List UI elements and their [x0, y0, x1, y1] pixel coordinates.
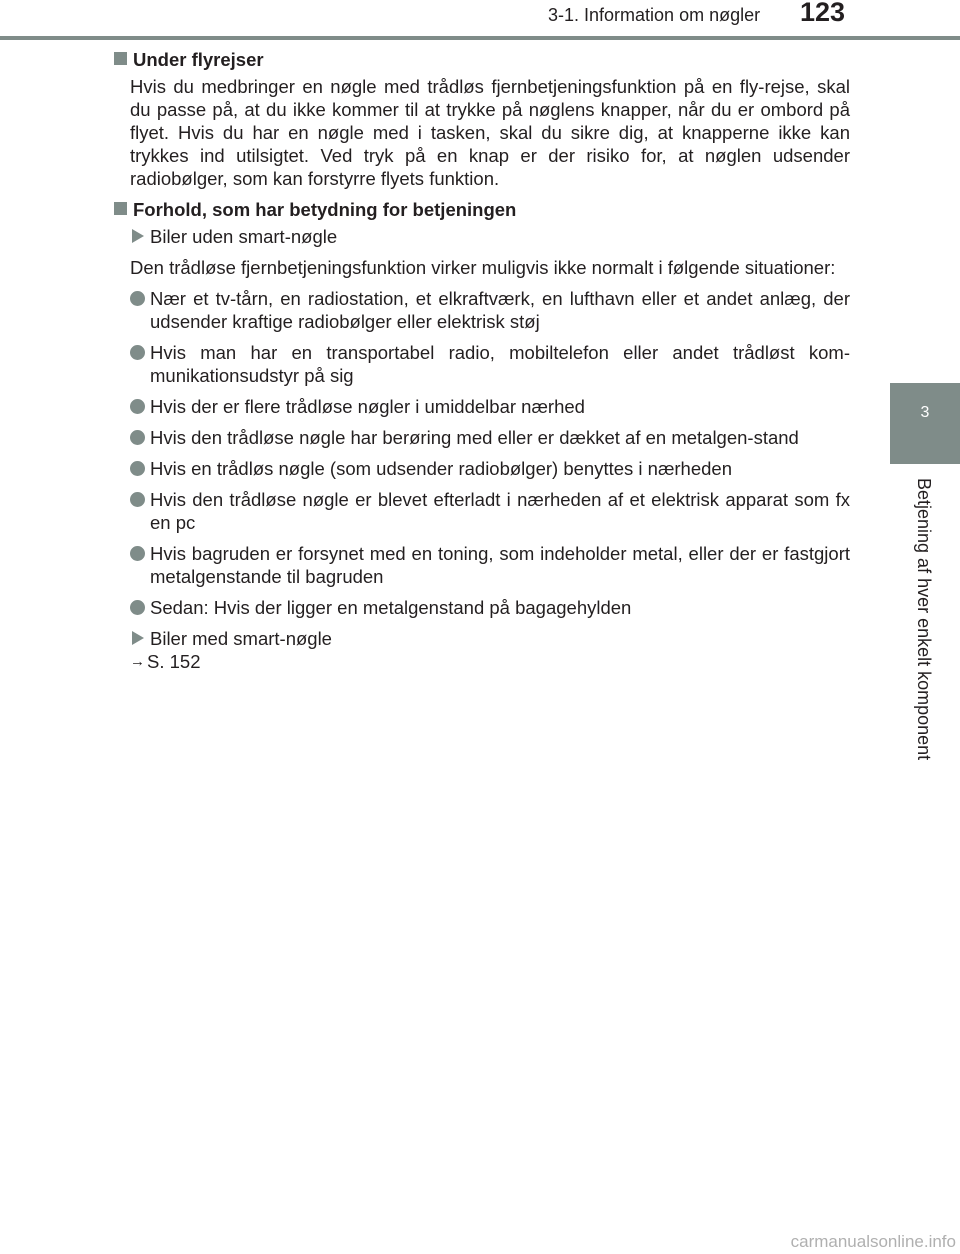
round-bullet-icon	[130, 492, 145, 507]
running-header-title: 3-1. Information om nøgler	[548, 5, 761, 25]
list-item-text: Hvis man har en transportabel radio, mobiltelefon eller andet trådløst kom-munikationsudstyr på sig	[150, 342, 850, 386]
header-rule	[0, 36, 960, 40]
chapter-label: Betjening af hver enkelt komponent	[914, 478, 934, 761]
page-content	[112, 48, 850, 681]
section-heading-text: Forhold, som har betydning for betjeningen	[133, 199, 517, 220]
list-item	[130, 596, 850, 619]
round-bullet-icon	[130, 546, 145, 561]
square-bullet-icon	[114, 52, 127, 65]
round-bullet-icon	[130, 399, 145, 414]
list-item-text: Nær et tv-tårn, en radiostation, et elkraftværk, en lufthavn eller et andet anlæg, der udsender kraftige radiobølger eller elektrisk støj	[150, 288, 850, 332]
arrow-right-icon: →	[130, 653, 145, 670]
list-item-text: Hvis den trådløse nøgle har berøring med eller er dækket af en metalgen-stand	[150, 427, 799, 448]
subheading	[130, 225, 850, 248]
chapter-tab	[890, 383, 960, 464]
subheading-text: Biler uden smart-nøgle	[150, 226, 338, 247]
subheading	[130, 627, 850, 650]
intro-paragraph: Den trådløse fjernbetjeningsfunktion virker muligvis ikke normalt i følgende situationer:	[130, 257, 836, 278]
section-heading-text: Under flyrejser	[133, 49, 264, 70]
list-item-text: Hvis en trådløs nøgle (som udsender radiobølger) benyttes i nærheden	[150, 458, 733, 479]
round-bullet-icon	[130, 461, 145, 476]
list-item	[130, 457, 850, 480]
round-bullet-icon	[130, 430, 145, 445]
triangle-marker-icon	[132, 631, 144, 645]
square-bullet-icon	[114, 202, 127, 215]
round-bullet-icon	[130, 600, 145, 615]
list-item	[130, 395, 850, 418]
list-item	[130, 341, 850, 387]
list-item-text: Hvis der er flere trådløse nøgler i umiddelbar nærhed	[150, 396, 585, 417]
list-item-text: Hvis den trådløse nøgle er blevet efterladt i nærheden af et elektrisk apparat som fx en pc	[150, 489, 850, 533]
chapter-number: 3	[920, 404, 930, 421]
page-reference-text[interactable]: S. 152	[147, 651, 201, 672]
list-item	[130, 426, 850, 449]
round-bullet-icon	[130, 345, 145, 360]
subheading-text: Biler med smart-nøgle	[150, 628, 332, 649]
list-item	[130, 287, 850, 333]
list-item	[130, 542, 850, 588]
round-bullet-icon	[130, 291, 145, 306]
list-item-text: Sedan: Hvis der ligger en metalgenstand på bagagehylden	[150, 597, 632, 618]
watermark: carmanualsonline.info	[790, 1232, 956, 1251]
section-paragraph: Hvis du medbringer en nøgle med trådløs fjernbetjeningsfunktion på en fly-rejse, skal du passe på, at du ikke kommer til at trykke på nøglens knapper, når du er ombord på flyet. Hvis du har en nøgle med i tasken, skal du sikre dig, at knapperne ikke kan trykkes ind utilsigtet. Ved tryk på en knap er der risiko for, at nøglen udsender radiobølger, som kan forstyrre flyets funktion.	[130, 76, 850, 189]
section-heading	[112, 48, 850, 71]
list-item	[130, 488, 850, 534]
page-reference[interactable]	[130, 650, 850, 673]
list-item-text: Hvis bagruden er forsynet med en toning, som indeholder metal, eller der er fastgjort metalgenstande til bagruden	[150, 543, 850, 587]
section-heading	[112, 198, 850, 221]
triangle-marker-icon	[132, 229, 144, 243]
page-number: 123	[800, 0, 846, 27]
